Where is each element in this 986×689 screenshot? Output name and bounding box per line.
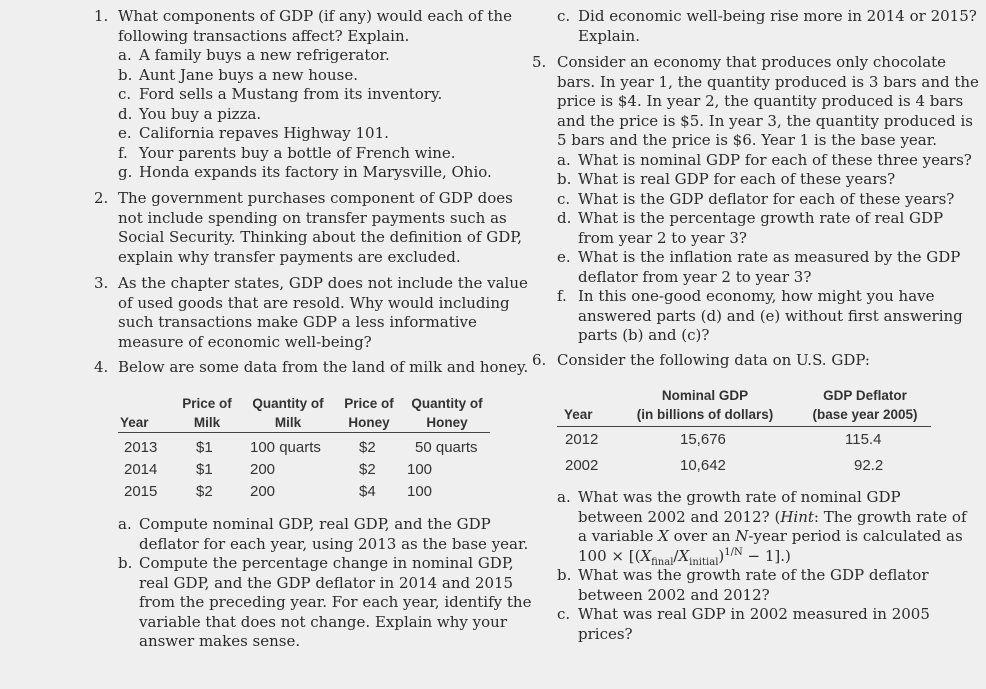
question-number: 4.: [94, 358, 109, 376]
question-text: bars. In year 1, the quantity produced is 3 bars and the: [557, 72, 979, 91]
item-letter: a.: [557, 488, 571, 506]
question-text: 5 bars and the price is $6. Year 1 is the base year.: [557, 131, 938, 149]
table-header: Nominal GDP: [661, 388, 749, 403]
item-letter: c.: [118, 85, 132, 103]
item-text: What is real GDP for each of these years?: [578, 170, 896, 188]
question-number: 3.: [94, 274, 109, 292]
item-text: What was the growth rate of the GDP deflator: [578, 566, 929, 584]
item-text: What is the inflation rate as measured by the GDP: [578, 248, 961, 266]
table-header: Year: [120, 415, 149, 430]
item-text: What is the percentage growth rate of real GDP: [578, 209, 944, 227]
table-cell: 2013: [124, 439, 158, 456]
question-text: and the price is $5. In year 3, the quantity produced is: [557, 111, 973, 130]
formula-sup: 1/N: [724, 546, 743, 558]
table-cell: 115.4: [845, 431, 882, 448]
question-text: Consider an economy that produces only chocolate: [557, 53, 947, 71]
table-cell: 10,642: [680, 457, 726, 474]
item-text: What was the growth rate of nominal GDP: [578, 488, 901, 506]
question-text: such transactions make GDP a less informative: [118, 313, 477, 331]
item-text: answered parts (d) and (e) without first answering: [578, 306, 963, 325]
formula-var: X: [678, 546, 690, 565]
question-text: not include spending on transfer payments such as: [118, 208, 507, 227]
table-cell: $2: [359, 461, 376, 478]
table-header: GDP Deflator: [823, 388, 907, 403]
item-letter: b.: [557, 566, 572, 584]
table-cell: 2012: [565, 431, 599, 448]
table-cell: 200: [250, 461, 276, 478]
item-letter: d.: [557, 209, 572, 227]
table-cell: 100: [407, 483, 433, 500]
hint-formula: [578, 547, 791, 567]
table-cell: 2002: [565, 457, 599, 474]
table-header: Quantity of: [252, 396, 324, 411]
formula-sub: initial: [689, 556, 719, 568]
item-text: from year 2 to year 3?: [578, 228, 747, 247]
table-header: Year: [564, 407, 593, 422]
item-text: between 2002 and 2012?: [578, 507, 770, 526]
table-cell: 15,676: [680, 431, 726, 448]
item-text: answer makes sense.: [139, 632, 301, 650]
item-letter: b.: [118, 554, 133, 572]
item-letter: g.: [118, 163, 133, 181]
item-text: Ford sells a Mustang from its inventory.: [139, 85, 443, 103]
table-cell: $2: [196, 483, 213, 500]
table-cell: 200: [250, 483, 276, 500]
hint-line-1: [578, 508, 967, 528]
item-text: Honda expands its factory in Marysville, Ohio.: [139, 163, 492, 181]
table-cell: 92.2: [854, 457, 884, 474]
item-text: Did economic well-being rise more in 2014 or 2015?: [578, 7, 977, 25]
item-letter: c.: [557, 605, 571, 623]
question-text: explain why transfer payments are excluded.: [118, 247, 461, 266]
hint-line-2: [578, 527, 963, 547]
item-text: California repaves Highway 101.: [139, 124, 389, 142]
item-text: deflator from year 2 to year 3?: [578, 267, 812, 286]
item-letter: b.: [557, 170, 572, 188]
table-cell: $1: [196, 439, 213, 456]
table-header: (base year 2005): [812, 407, 918, 422]
item-text: Compute the percentage change in nominal GDP,: [139, 554, 514, 572]
item-text: Your parents buy a bottle of French wine.: [139, 143, 456, 162]
question-text: Consider the following data on U.S. GDP:: [557, 351, 870, 369]
table-cell: $1: [196, 461, 213, 478]
item-text: between 2002 and 2012?: [578, 585, 770, 604]
question-text: measure of economic well-being?: [118, 332, 372, 351]
hint-text: over an: [673, 527, 731, 545]
question-text: of used goods that are resold. Why would including: [118, 293, 510, 312]
item-text: Aunt Jane buys a new house.: [139, 65, 358, 84]
item-text: What is nominal GDP for each of these three years?: [578, 150, 972, 169]
item-letter: e.: [557, 248, 571, 266]
table-cell: 50 quarts: [415, 439, 478, 456]
table-header: Milk: [274, 415, 302, 430]
hint-var: N: [735, 527, 749, 545]
table-header: Milk: [193, 415, 221, 430]
question-number: 6.: [532, 351, 547, 369]
item-letter: a.: [557, 150, 571, 169]
hint-var: X: [658, 527, 669, 545]
table-cell: 2015: [124, 483, 158, 500]
table-header: (in billions of dollars): [636, 407, 774, 422]
table-cell: $4: [359, 483, 376, 500]
item-letter: f.: [557, 287, 567, 305]
table-header: Honey: [348, 415, 390, 430]
hint-label: Hint: [780, 507, 814, 526]
table-cell: 100 quarts: [250, 439, 321, 456]
table-rule: [118, 432, 490, 433]
table-cell: $2: [359, 439, 376, 456]
hint-text: a variable: [578, 527, 654, 545]
item-text: variable that does not change. Explain why your: [139, 612, 507, 631]
hint-text: -year period is calculated as: [748, 527, 963, 545]
question-text: Below are some data from the land of milk and honey.: [118, 358, 529, 376]
question-number: 5.: [532, 53, 547, 71]
item-letter: f.: [118, 143, 128, 162]
hint-paren: (: [774, 507, 781, 526]
question-number: 2.: [94, 189, 109, 207]
hint-text: : The growth rate of: [813, 507, 967, 526]
item-text: Explain.: [578, 26, 640, 45]
item-text: A family buys a new refrigerator.: [139, 46, 390, 64]
question-text: following transactions affect? Explain.: [118, 26, 410, 45]
formula-part: ): [718, 546, 725, 565]
formula-var: X: [640, 546, 652, 565]
question-text: price is $4. In year 2, the quantity produced is 4 bars: [557, 92, 964, 110]
table-header: Quantity of: [411, 396, 483, 411]
item-letter: a.: [118, 515, 132, 533]
question-text: Social Security. Thinking about the definition of GDP,: [118, 228, 523, 246]
question-number: 1.: [94, 7, 109, 25]
question-text: The government purchases component of GDP does: [118, 189, 513, 207]
item-letter: b.: [118, 65, 133, 84]
formula-part: 100 × [(: [578, 546, 641, 565]
item-text: from the preceding year. For each year, identify the: [139, 593, 532, 611]
table-cell: 100: [407, 461, 433, 478]
formula-part: /: [673, 546, 679, 565]
formula-part: − 1].): [742, 546, 791, 565]
item-text: deflator for each year, using 2013 as the base year.: [139, 534, 529, 553]
table-cell: 2014: [124, 461, 158, 478]
table-header: Price of: [344, 396, 394, 411]
item-letter: c.: [557, 189, 571, 208]
item-letter: e.: [118, 124, 132, 142]
table-rule: [557, 426, 931, 427]
question-text: As the chapter states, GDP does not include the value: [118, 274, 528, 292]
item-text: real GDP, and the GDP deflator in 2014 and 2015: [139, 573, 514, 592]
item-text: parts (b) and (c)?: [578, 326, 710, 344]
formula-sub: final: [651, 556, 674, 568]
item-letter: a.: [118, 46, 132, 64]
table-header: Price of: [182, 396, 232, 411]
item-text: You buy a pizza.: [139, 104, 262, 123]
item-text: In this one-good economy, how might you have: [578, 287, 935, 305]
item-letter: c.: [557, 7, 571, 25]
item-text: What was real GDP in 2002 measured in 2005: [578, 605, 930, 623]
item-text: Compute nominal GDP, real GDP, and the GDP: [139, 515, 491, 533]
item-text: prices?: [578, 624, 633, 643]
question-text: What components of GDP (if any) would each of the: [118, 7, 512, 25]
item-text: What is the GDP deflator for each of these years?: [578, 189, 955, 208]
table-header: Honey: [426, 415, 468, 430]
item-letter: d.: [118, 104, 133, 123]
